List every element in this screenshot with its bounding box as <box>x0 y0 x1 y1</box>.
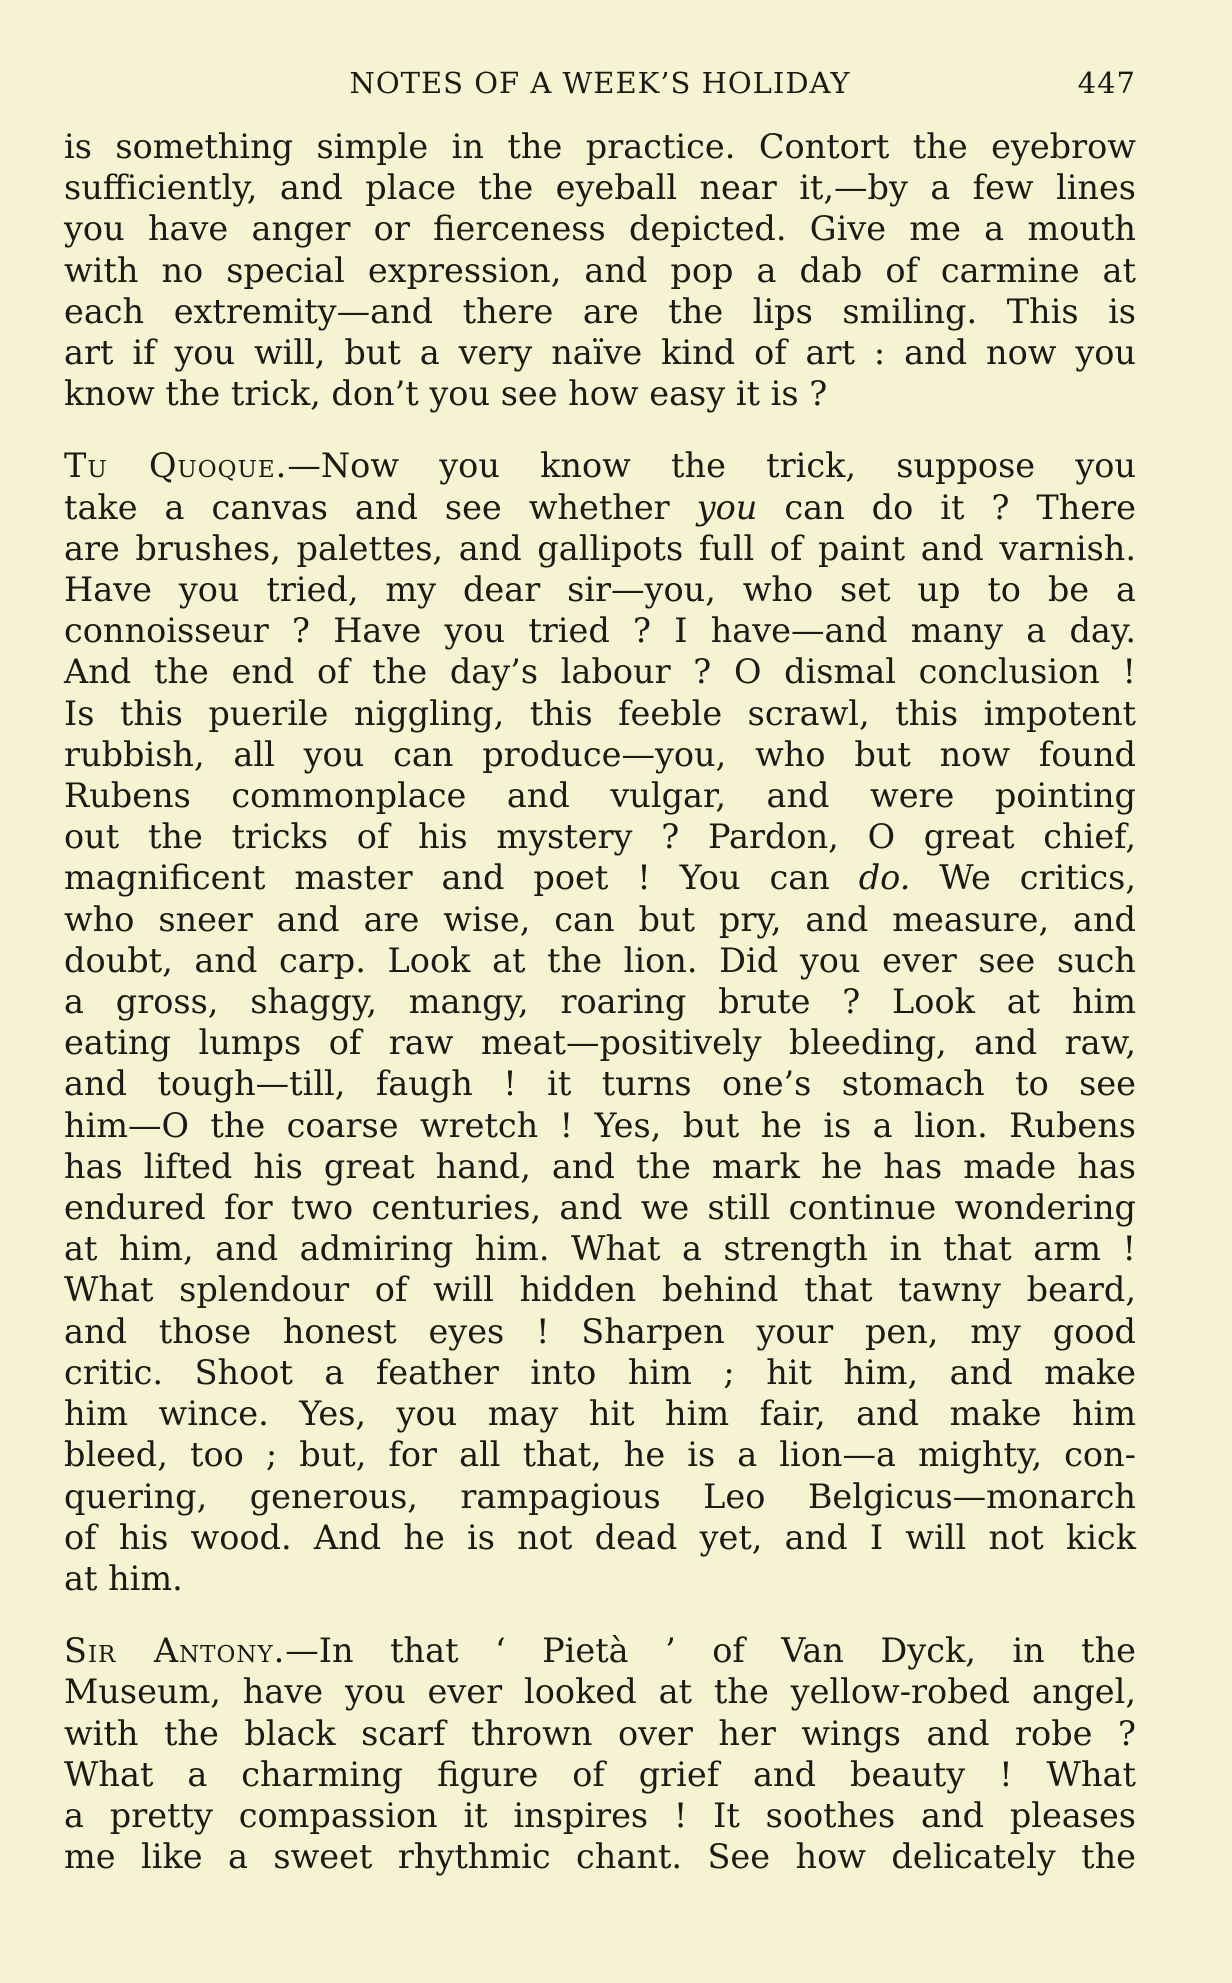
speaker-name: Tu Quoque. <box>64 446 288 486</box>
text-line: of his wood. And he is not dead yet, and I will not kick <box>64 1517 1136 1557</box>
text-line: Have you tried, my dear sir—you, who set up to be a <box>64 570 1136 610</box>
text-line: and those honest eyes ! Sharpen your pen, my good <box>64 1311 1136 1351</box>
line-text: take a canvas and see whether <box>64 487 697 527</box>
text-line: bleed, too ; but, for all that, he is a lion—a mighty, con- <box>64 1435 1136 1475</box>
text-line: and tough—till, faugh ! it turns one’s stomach to see <box>64 1064 1136 1104</box>
text-line <box>64 1630 1136 1671</box>
text-line: a gross, shaggy, mangy, roaring brute ? Look at him <box>64 982 1136 1022</box>
text-line: me like a sweet rhythmic chant. See how delicately the <box>64 1837 1136 1877</box>
line-text: can do it ? There <box>757 487 1136 527</box>
text-line: at him. <box>64 1558 183 1598</box>
text-line <box>64 857 1136 898</box>
emphasis: do. <box>858 858 911 898</box>
text-line: What a charming figure of grief and beauty ! What <box>64 1754 1136 1794</box>
text-line: you have anger or fierceness depicted. Give me a mouth <box>64 209 1136 249</box>
page-number: 447 <box>1077 66 1136 100</box>
text-line: art if you will, but a very naïve kind of art : and now you <box>64 333 1136 373</box>
text-line: him—O the coarse wretch ! Yes, but he is a lion. Rubens <box>64 1105 1136 1145</box>
book-page <box>64 62 1136 1877</box>
line-text: We critics, <box>910 858 1136 898</box>
paragraph-1 <box>64 126 1136 414</box>
text-line: him wince. Yes, you may hit him fair, and make him <box>64 1394 1136 1434</box>
paragraph-tu-quoque <box>64 445 1136 1599</box>
text-line: doubt, and carp. Look at the lion. Did you ever see such <box>64 940 1136 980</box>
running-title: NOTES OF A WEEK’S HOLIDAY <box>349 66 851 100</box>
text-line: are brushes, palettes, and gallipots full of paint and varnish. <box>64 528 1136 568</box>
text-line: quering, generous, rampagious Leo Belgicus—monarch <box>64 1476 1136 1516</box>
emphasis: you <box>696 487 758 527</box>
text-line: Museum, have you ever looked at the yellow-robed angel, <box>64 1672 1136 1712</box>
text-line: out the tricks of his mystery ? Pardon, O great chief, <box>64 817 1136 857</box>
text-line: has lifted his great hand, and the mark he has made has <box>64 1146 1136 1186</box>
text-line: is something simple in the practice. Contort the eyebrow <box>64 127 1136 166</box>
text-line: rubbish, all you can produce—you, who but now found <box>64 734 1136 774</box>
line-text: —Now you know the trick, suppose you <box>287 446 1136 486</box>
text-line: each extremity—and there are the lips smiling. This is <box>64 291 1136 331</box>
text-line: at him, and admiring him. What a strength in that arm ! <box>64 1229 1136 1269</box>
text-line: And the end of the day’s labour ? O dismal conclusion ! <box>64 652 1136 692</box>
text-line <box>64 487 1136 528</box>
text-line: who sneer and are wise, can but pry, and measure, and <box>64 899 1136 939</box>
text-line: connoisseur ? Have you tried ? I have—and many a day. <box>64 611 1136 651</box>
text-line: Rubens commonplace and vulgar, and were pointing <box>64 776 1136 816</box>
line-text: —In that ‘ Pietà ’ of Van Dyck, in the <box>285 1631 1136 1671</box>
text-line: a pretty compassion it inspires ! It soothes and pleases <box>64 1795 1136 1835</box>
text-line: endured for two centuries, and we still continue wondering <box>64 1188 1136 1228</box>
text-line: What splendour of will hidden behind that tawny beard, <box>64 1270 1136 1310</box>
line-text: magnificent master and poet ! You can <box>64 858 859 898</box>
running-head <box>64 62 1136 112</box>
text-line: with the black scarf thrown over her wings and robe ? <box>64 1713 1136 1753</box>
text-line: Is this puerile niggling, this feeble scrawl, this impotent <box>64 693 1136 733</box>
text-line: with no special expression, and pop a dab of carmine at <box>64 250 1136 290</box>
text-line: know the trick, don’t you see how easy it is ? <box>64 374 828 414</box>
text-line: eating lumps of raw meat—positively bleeding, and raw, <box>64 1023 1136 1063</box>
text-line: critic. Shoot a feather into him ; hit him, and make <box>64 1352 1136 1392</box>
speaker-name: Sir Antony. <box>64 1631 286 1671</box>
paragraph-sir-antony <box>64 1630 1136 1877</box>
text-line: sufficiently, and place the eyeball near it,—by a few lines <box>64 168 1136 208</box>
text-line <box>64 445 1136 486</box>
